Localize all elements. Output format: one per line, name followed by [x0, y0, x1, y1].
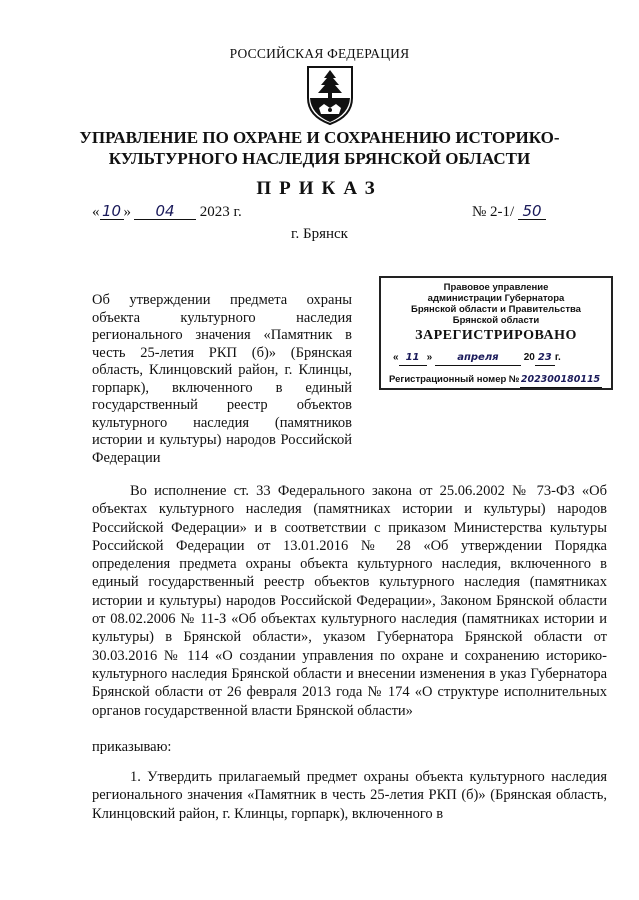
order-number [472, 204, 546, 221]
date-month: 04 [134, 204, 196, 220]
stamp-day: 11 [399, 350, 427, 366]
order-date [92, 204, 242, 221]
country-heading: РОССИЙСКАЯ ФЕДЕРАЦИЯ [229, 46, 410, 61]
preamble-paragraph: Во исполнение ст. 33 Федерального закона от 25.06.2002 № 73-ФЗ «Об объектах культурного наследия (памятниках истории и культуры) народов Российской Федерации» и в соответствии с приказом Министерства культуры Российской Федерации от 13.01.2016 № 28 «Об утверждении Порядка определения предмета охраны объекта культурного наследия, включенного в единый государственный реестр объектов культурного наследия (памятниках истории и культуры) народов Российской Федерации», Законом Брянской области от 08.02.2006 № 11-З «Об объектах культурного наследия (памятниках истории и культуры) в Брянской области», указом Губернатора Брянской области от 30.03.2016 № 114 «О создании управления по охране и сохранению историко-культурного наследия Брянской области и внесении изменения в указ Губернатора Брянской области от 26 февраля 2013 года № 174 «О структуре исполнительных органов государственной власти Брянской области» [92, 483, 607, 719]
stamp-line-1: Правовое управление [443, 282, 549, 293]
agency-name [0, 127, 639, 169]
stamp-line-3: Брянской области и Правительства [411, 304, 581, 315]
stamp-month: апреля [435, 350, 521, 366]
date-close-quote: » [123, 204, 131, 220]
stamp-year-unit: г. [554, 352, 561, 363]
stamp-year-prefix: 20 [523, 352, 535, 363]
date-open-quote: « [92, 204, 100, 220]
stamp-line-2: администрации Губернатора [427, 293, 565, 304]
agency-line-1: УПРАВЛЕНИЕ ПО ОХРАНЕ И СОХРАНЕНИЮ ИСТОРИКО- [79, 128, 560, 147]
city: г. Брянск [291, 226, 348, 242]
stamp-year-suffix: 23 [535, 350, 555, 366]
document-type-title: ПРИКАЗ [256, 178, 383, 199]
date-day: 10 [100, 204, 124, 220]
number-prefix: № 2-1/ [472, 204, 515, 220]
stamp-reg-label: Регистрационный номер № [389, 374, 520, 385]
order-item-1: 1. Утвердить прилагаемый предмет охраны объекта культурного наследия регионального значения «Памятник в честь 25-летия РКП (б)» (Брянская область, Клинцовский район, г. Клинцы, горпарк), включенного в [92, 769, 607, 822]
stamp-date-line: « 11 » апреля 20 23 г. [381, 350, 611, 366]
document-body [92, 482, 607, 823]
date-year: 2023 г. [199, 204, 242, 220]
stamp-registered: ЗАРЕГИСТРИРОВАНО [415, 328, 577, 343]
order-subject: Об утверждении предмета охраны объекта культурного наследия регионального значения «Памятник в честь 25-летия РКП (б)» (Брянская область, Клинцовский район, г. Клинцы, горпарк), включенного в единый государственный реестр объектов культурного наследия (памятников истории и культуры) народов Российской Федерации [92, 292, 352, 466]
order-word: приказываю: [92, 738, 172, 755]
stamp-reg-number: 202300180115 [520, 372, 602, 388]
number-value: 50 [518, 204, 546, 220]
stamp-reg-line [381, 372, 611, 388]
bryansk-coat-of-arms-icon [305, 64, 355, 126]
stamp-line-4: Брянской области [452, 315, 540, 326]
registration-stamp [379, 276, 613, 390]
agency-line-2: КУЛЬТУРНОГО НАСЛЕДИЯ БРЯНСКОЙ ОБЛАСТИ [108, 149, 531, 168]
